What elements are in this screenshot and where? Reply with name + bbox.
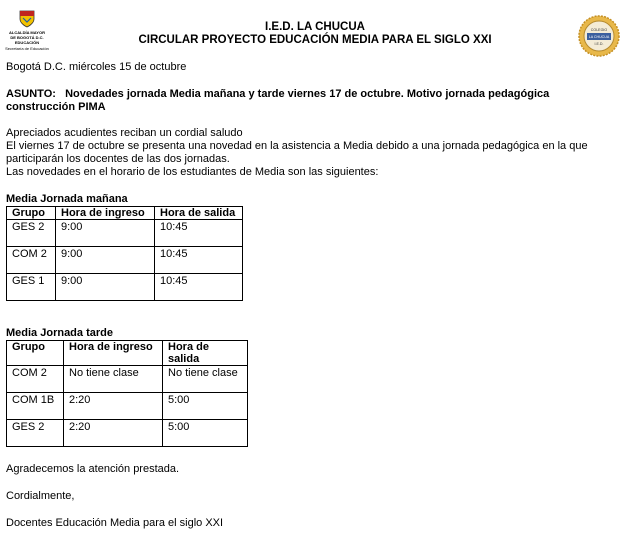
column-header: Hora de ingreso xyxy=(56,207,155,220)
table-cell: 10:45 xyxy=(155,274,243,301)
table-cell: No tiene clase xyxy=(163,366,248,393)
table-cell: 2:20 xyxy=(64,393,163,420)
subject-line-2: construcción PIMA xyxy=(6,101,106,113)
greeting: Apreciados acudientes reciban un cordial saludo xyxy=(6,127,243,139)
table-cell: GES 2 xyxy=(7,220,56,247)
thanks-line: Agradecemos la atención prestada. xyxy=(6,463,180,475)
subject-text: Novedades jornada Media mañana y tarde viernes 17 de octubre. Motivo jornada pedagógica xyxy=(65,88,550,100)
logo-line-2: DE BOGOTÁ D.C. xyxy=(10,35,44,40)
signature-line: Docentes Educación Media para el siglo XXI xyxy=(6,517,224,529)
seal-icon xyxy=(578,15,620,57)
table-cell: COM 2 xyxy=(7,247,56,274)
table-cell: No tiene clase xyxy=(64,366,163,393)
table-row xyxy=(7,420,248,447)
body-line-1: El viernes 17 de octubre se presenta una novedad en la asistencia a Media debido a una jornada pedagógica en la que xyxy=(6,140,588,152)
afternoon-schedule-table xyxy=(6,340,248,447)
table-cell: 9:00 xyxy=(56,274,155,301)
morning-schedule-table xyxy=(6,206,243,301)
column-header: Hora de ingreso xyxy=(64,341,163,366)
date-line: Bogotá D.C. miércoles 15 de octubre xyxy=(6,61,187,73)
column-header: Grupo xyxy=(7,207,56,220)
column-header: Hora de salida xyxy=(155,207,243,220)
table-row xyxy=(7,393,248,420)
table-cell: 9:00 xyxy=(56,247,155,274)
table-row xyxy=(7,220,243,247)
circular-subtitle: CIRCULAR PROYECTO EDUCACIÓN MEDIA PARA EL SIGLO XXI xyxy=(138,34,492,46)
regards-line: Cordialmente, xyxy=(6,490,75,502)
table-cell: COM 2 xyxy=(7,366,64,393)
logo-line-4: Secretaría de Educación xyxy=(5,46,49,51)
table-header-row xyxy=(7,341,248,366)
table-cell: 10:45 xyxy=(155,220,243,247)
institution-title: I.E.D. LA CHUCUA xyxy=(265,21,365,33)
seal-text-2: LA CHUCUA xyxy=(588,35,610,39)
table-cell: 5:00 xyxy=(163,420,248,447)
table-header-row xyxy=(7,207,243,220)
morning-schedule-title: Media Jornada mañana xyxy=(6,193,128,205)
table-cell: 5:00 xyxy=(163,393,248,420)
coat-of-arms-icon xyxy=(19,10,35,28)
afternoon-schedule-title: Media Jornada tarde xyxy=(6,327,113,339)
body-line-3: Las novedades en el horario de los estudiantes de Media son las siguientes: xyxy=(6,166,379,178)
seal-text-3: I.E.D. xyxy=(594,42,604,46)
logo-line-3: EDUCACIÓN xyxy=(14,40,40,45)
table-cell: GES 1 xyxy=(7,274,56,301)
school-seal xyxy=(578,15,620,57)
bogota-education-logo xyxy=(3,10,51,52)
body-line-2: participarán los docentes de las dos jornadas. xyxy=(6,153,230,165)
logo-line-1: ALCALDÍA MAYOR xyxy=(9,30,45,35)
table-cell: GES 2 xyxy=(7,420,64,447)
table-row xyxy=(7,274,243,301)
seal-text-1: COLEGIO xyxy=(590,28,608,32)
table-cell: COM 1B xyxy=(7,393,64,420)
column-header: Grupo xyxy=(7,341,64,366)
column-header: Hora de salida xyxy=(163,341,248,366)
table-row xyxy=(7,366,248,393)
table-row xyxy=(7,247,243,274)
table-cell: 2:20 xyxy=(64,420,163,447)
subject-label: ASUNTO: xyxy=(6,88,56,100)
subject-line xyxy=(6,88,626,101)
table-cell: 9:00 xyxy=(56,220,155,247)
table-cell: 10:45 xyxy=(155,247,243,274)
